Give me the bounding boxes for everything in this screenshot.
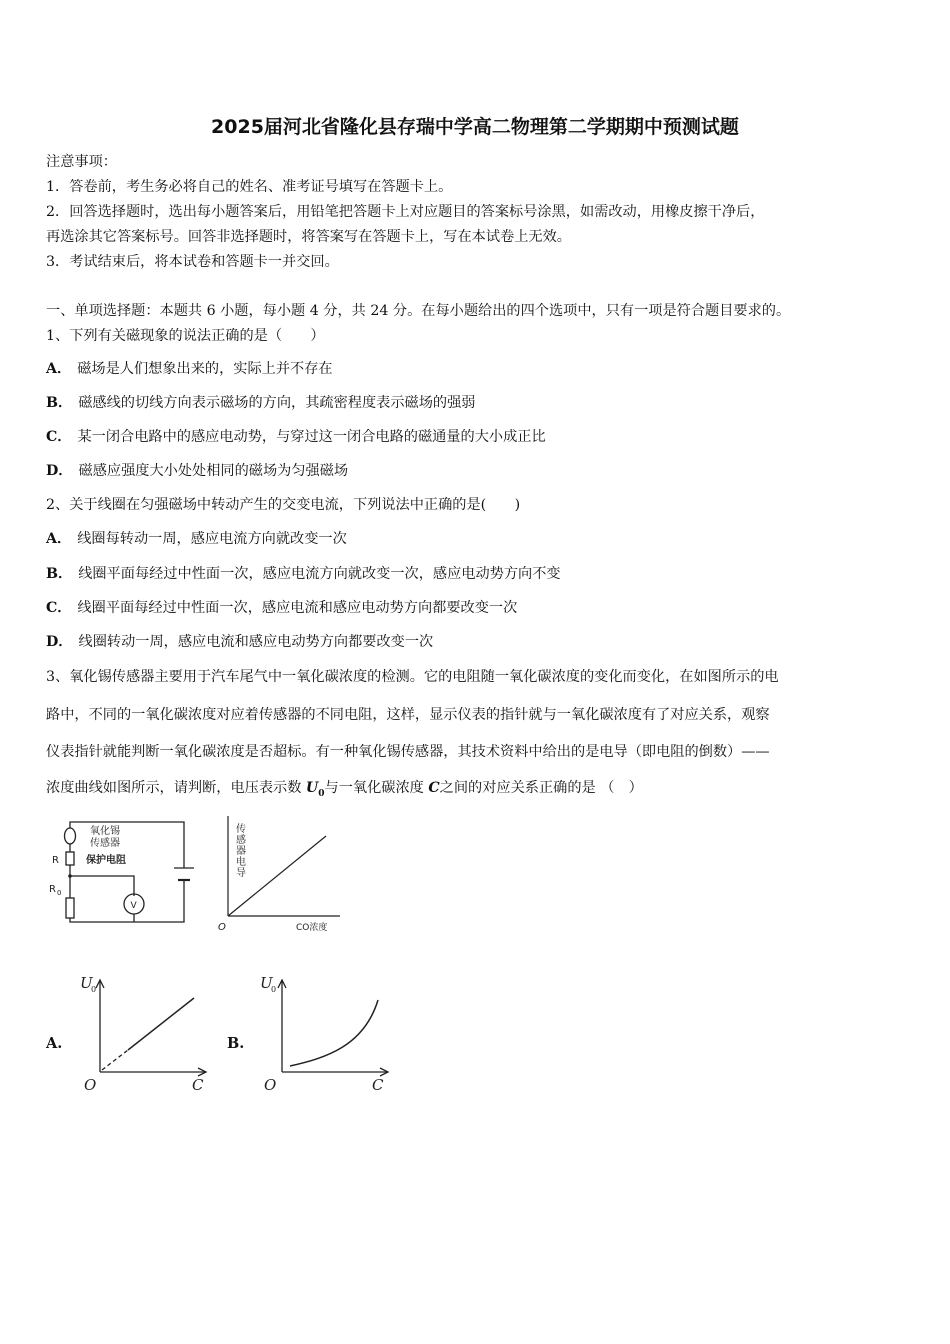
- ylabel-char-5: 导: [236, 868, 246, 879]
- page-title: 2025届河北省隆化县存瑞中学高二物理第二学期期中预测试题: [211, 116, 739, 138]
- option-text: 线圈转动一周，感应电流和感应电动势方向都要改变一次: [78, 634, 434, 650]
- ylabel-sub: 0: [271, 985, 277, 994]
- q3-text-post: 之间的对应关系正确的是 （ ）: [439, 780, 643, 796]
- q3-line-4: [46, 778, 643, 804]
- q2-stem: 2、关于线圈在匀强磁场中转动产生的交变电流，下列说法中正确的是( ): [46, 497, 521, 513]
- q3-line-3: 仪表指针就能判断一氧化碳浓度是否超标。有一种氧化锡传感器，其技术资料中给出的是电导（即电阻的倒数）——: [46, 744, 770, 760]
- r-desc: 保护电阻: [86, 855, 126, 866]
- conductance-graph: [210, 814, 350, 936]
- option-text: 线圈平面每经过中性面一次，感应电流和感应电动势方向都要改变一次: [77, 600, 518, 616]
- q1-option-c[interactable]: [46, 427, 546, 447]
- ylabel-sub: 0: [91, 985, 97, 994]
- xlabel: C: [372, 1076, 384, 1094]
- q2-option-c[interactable]: [46, 598, 517, 618]
- section-heading: 一、单项选择题：本题共 6 小题，每小题 4 分，共 24 分。在每小题给出的四个选项中，只有一项是符合题目要求的。: [46, 303, 791, 319]
- answer-b-letter[interactable]: B.: [227, 1035, 245, 1052]
- var-c: C: [428, 780, 440, 796]
- option-letter: A．: [46, 361, 72, 377]
- q3-line-1: 3、氧化锡传感器主要用于汽车尾气中一氧化碳浓度的检测。它的电阻随一氧化碳浓度的变化而变化，在如图所示的电: [46, 669, 779, 685]
- option-letter: C．: [46, 600, 72, 616]
- notice-item-1: 1．答卷前，考生务必将自己的姓名、准考证号填写在答题卡上。: [46, 179, 453, 195]
- ylabel-char-2: 感: [236, 835, 246, 846]
- notice-item-2-cont: 再选涂其它答案标号。回答非选择题时，将答案写在答题卡上，写在本试卷上无效。: [46, 229, 571, 245]
- var-u-sub: 0: [318, 788, 325, 799]
- answer-a-graph[interactable]: [76, 968, 216, 1098]
- curve-line: [290, 1000, 378, 1066]
- option-text: 磁感线的切线方向表示磁场的方向，其疏密程度表示磁场的强弱: [78, 395, 476, 411]
- option-letter: B．: [46, 395, 73, 411]
- q2-option-b[interactable]: [46, 564, 561, 584]
- r0-sub: 0: [57, 889, 62, 897]
- var-u: U: [305, 780, 319, 796]
- option-text: 线圈平面每经过中性面一次，感应电流方向就改变一次，感应电动势方向不变: [78, 566, 561, 582]
- answer-a-letter[interactable]: A.: [46, 1035, 63, 1052]
- r-label: R: [52, 855, 59, 866]
- option-text: 线圈每转动一周，感应电流方向就改变一次: [77, 531, 347, 547]
- circuit-diagram: [46, 814, 206, 934]
- r0-label: R: [49, 884, 56, 895]
- ylabel: U: [260, 974, 273, 992]
- option-letter: C．: [46, 429, 72, 445]
- origin-label: O: [264, 1076, 277, 1094]
- notice-heading: 注意事项：: [46, 154, 117, 170]
- q1-option-b[interactable]: [46, 393, 475, 413]
- q3-text-pre: 浓度曲线如图所示，请判断，电压表示数: [46, 780, 306, 796]
- ylabel: U: [80, 974, 93, 992]
- q3-text-mid: 与一氧化碳浓度: [324, 780, 429, 796]
- answer-b-graph[interactable]: [256, 968, 396, 1098]
- option-text: 磁感应强度大小处处相同的磁场为匀强磁场: [78, 463, 349, 479]
- q1-option-d[interactable]: [46, 461, 348, 481]
- q1-stem: 1、下列有关磁现象的说法正确的是（ ）: [46, 328, 325, 344]
- option-letter: D．: [46, 463, 73, 479]
- option-text: 某一闭合电路中的感应电动势，与穿过这一闭合电路的磁通量的大小成正比: [77, 429, 546, 445]
- notice-item-3: 3．考试结束后，将本试卷和答题卡一并交回。: [46, 254, 339, 270]
- xlabel: C: [192, 1076, 204, 1094]
- option-letter: B．: [46, 566, 73, 582]
- option-letter: A．: [46, 531, 72, 547]
- sensor-label-2: 传感器: [90, 838, 120, 849]
- ylabel-char-3: 器: [236, 846, 246, 857]
- junction-dot: [68, 874, 72, 878]
- xlabel: CO浓度: [296, 923, 328, 933]
- q2-option-d[interactable]: [46, 632, 433, 652]
- origin-label: O: [84, 1076, 97, 1094]
- ylabel-char-4: 电: [236, 857, 246, 868]
- notice-item-2: 2．回答选择题时，选出每小题答案后，用铅笔把答题卡上对应题目的答案标号涂黑，如需改动，用橡皮擦干净后，: [46, 204, 765, 220]
- q1-option-a[interactable]: [46, 359, 333, 379]
- option-text: 磁场是人们想象出来的，实际上并不存在: [77, 361, 333, 377]
- sensor-label-1: 氧化锡: [90, 826, 120, 837]
- q2-option-a[interactable]: [46, 529, 347, 549]
- dashed-extension: [102, 1050, 128, 1070]
- ylabel-char-1: 传: [236, 824, 246, 835]
- voltmeter-label: V: [130, 901, 137, 911]
- origin-label: O: [218, 922, 226, 933]
- linear-line: [128, 998, 194, 1050]
- q3-line-2: 路中，不同的一氧化碳浓度对应着传感器的不同电阻，这样，显示仪表的指针就与一氧化碳浓度有了对应关系，观察: [46, 707, 770, 723]
- option-letter: D．: [46, 634, 73, 650]
